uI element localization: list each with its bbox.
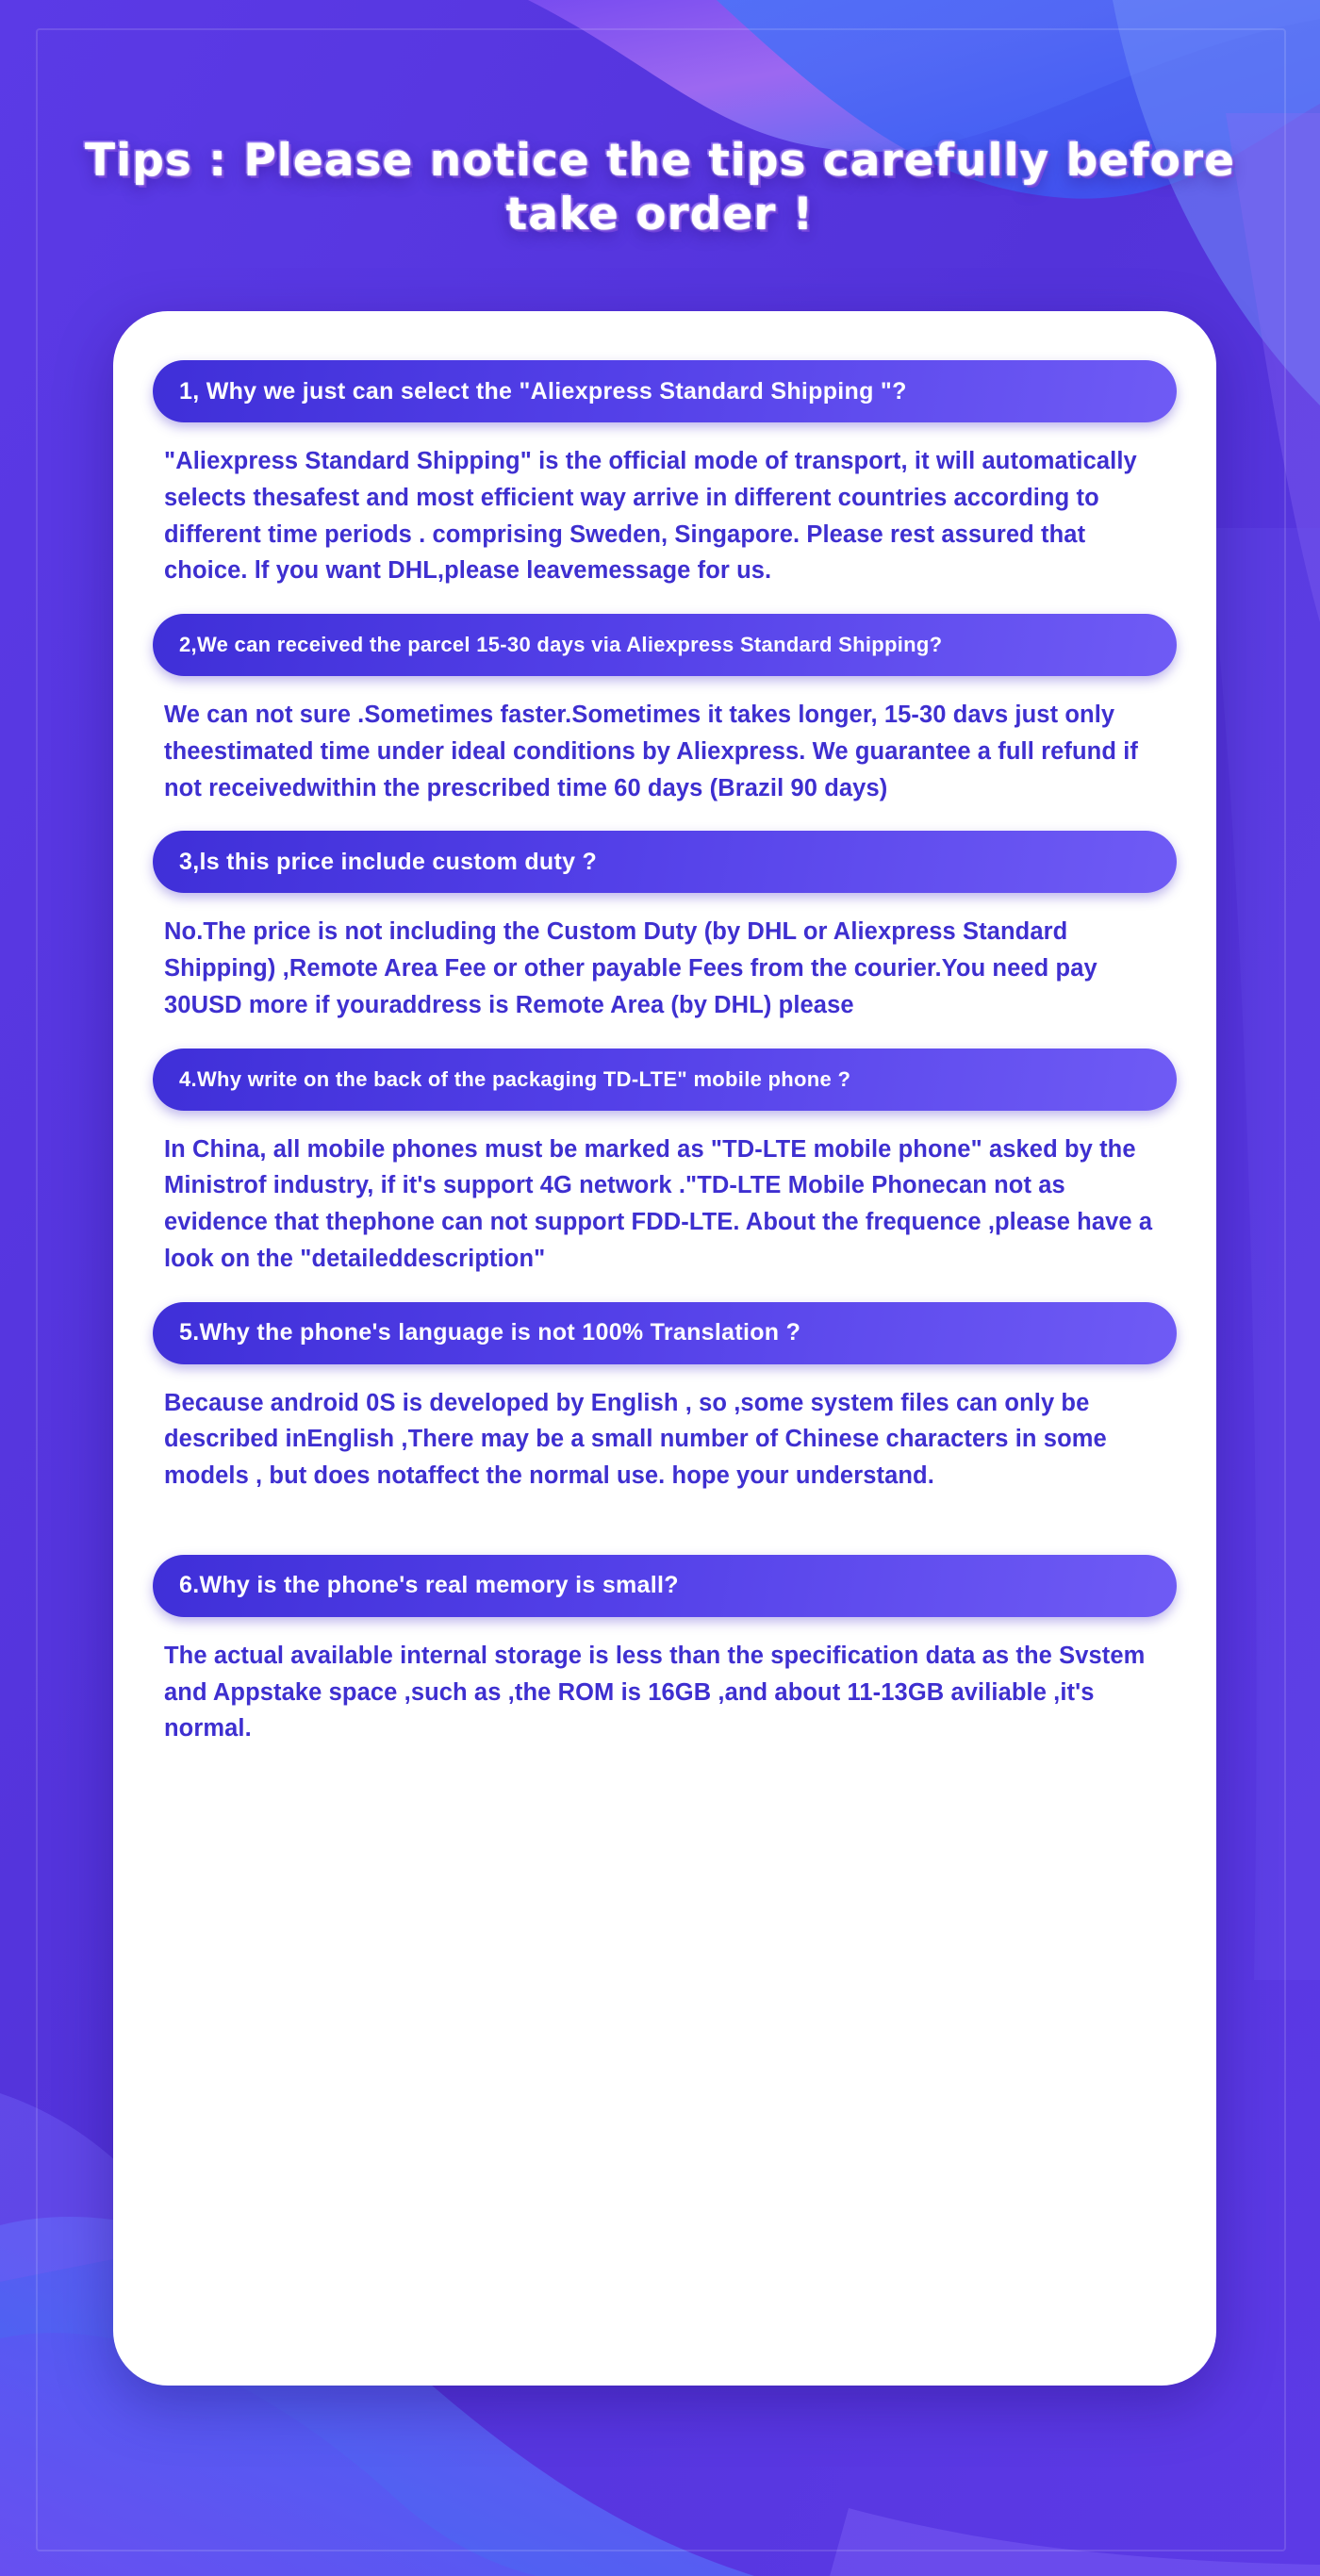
faq-question-text: 6.Why is the phone's real memory is small? <box>179 1572 679 1599</box>
faq-answer-text: "Aliexpress Standard Shipping" is the official mode of transport, it will automatically selects thesafest and most efficient way arrive in different countries according to different time periods . comprising Sweden, Singapore. Please rest assured that choice. lf you want DHL,please leavemessage for us. <box>164 448 1137 585</box>
faq-answer-2 <box>164 697 1165 806</box>
faq-answer-text: In China, all mobile phones must be marked as "TD-LTE mobile phone" asked by the Ministrof industry, if it's support 4G network ."TD-LTE Mobile Phonecan not as evidence that thephone can not support FDD-LTE. About the frequence ,please have a look on the "detaileddescription" <box>164 1135 1153 1272</box>
faq-question-text: 3,ls this price include custom duty ? <box>179 848 598 875</box>
faq-answer-text: We can not sure .Sometimes faster.Sometimes it takes longer, 15-30 davs just only theestimated time under ideal conditions by Aliexpress. We guarantee a full refund if not receivedwithin the prescribed time 60 days (Brazil 90 days) <box>164 702 1138 801</box>
faq-answer-text: The actual available internal storage is less than the specification data as the Svstem and Appstake space ,such as ,the ROM is 16GB ,and about 11-13GB aviliable ,it's normal. <box>164 1642 1146 1742</box>
faq-question-5 <box>153 1302 1177 1364</box>
faq-answer-1 <box>164 443 1165 589</box>
faq-question-text: 1, Why we just can select the "Aliexpress Standard Shipping "? <box>179 377 907 405</box>
faq-question-2 <box>153 614 1177 676</box>
faq-answer-4 <box>164 1131 1165 1278</box>
faq-answer-text: Because android 0S is developed by English , so ,some system files can only be described inEnglish ,There may be a small number of Chinese characters in some models , but does notaffect the normal use. hope your understand. <box>164 1389 1107 1489</box>
faq-question-text: 2,We can received the parcel 15-30 days via Aliexpress Standard Shipping? <box>179 633 943 656</box>
page-title: Tips : Please notice the tips carefully before take order ! <box>85 135 1235 241</box>
section-spacer <box>113 1519 1216 1555</box>
faq-answer-5 <box>164 1385 1165 1494</box>
faq-card <box>113 311 1216 2386</box>
faq-answer-3 <box>164 914 1165 1023</box>
faq-question-4 <box>153 1049 1177 1111</box>
faq-question-text: 5.Why the phone's language is not 100% Translation ? <box>179 1319 801 1346</box>
faq-answer-6 <box>164 1638 1165 1747</box>
faq-list <box>113 360 1216 1747</box>
faq-question-1 <box>153 360 1177 422</box>
faq-answer-text: No.The price is not including the Custom Duty (by DHL or Aliexpress Standard Shipping) ,Remote Area Fee or other payable Fees from the courier.You need pay 30USD more if youraddress is Remote Area (by DHL) please <box>164 918 1097 1018</box>
faq-question-text: 4.Why write on the back of the packaging TD-LTE" mobile phone ? <box>179 1066 851 1091</box>
faq-question-3 <box>153 831 1177 893</box>
faq-question-6 <box>153 1555 1177 1617</box>
header <box>0 134 1320 242</box>
